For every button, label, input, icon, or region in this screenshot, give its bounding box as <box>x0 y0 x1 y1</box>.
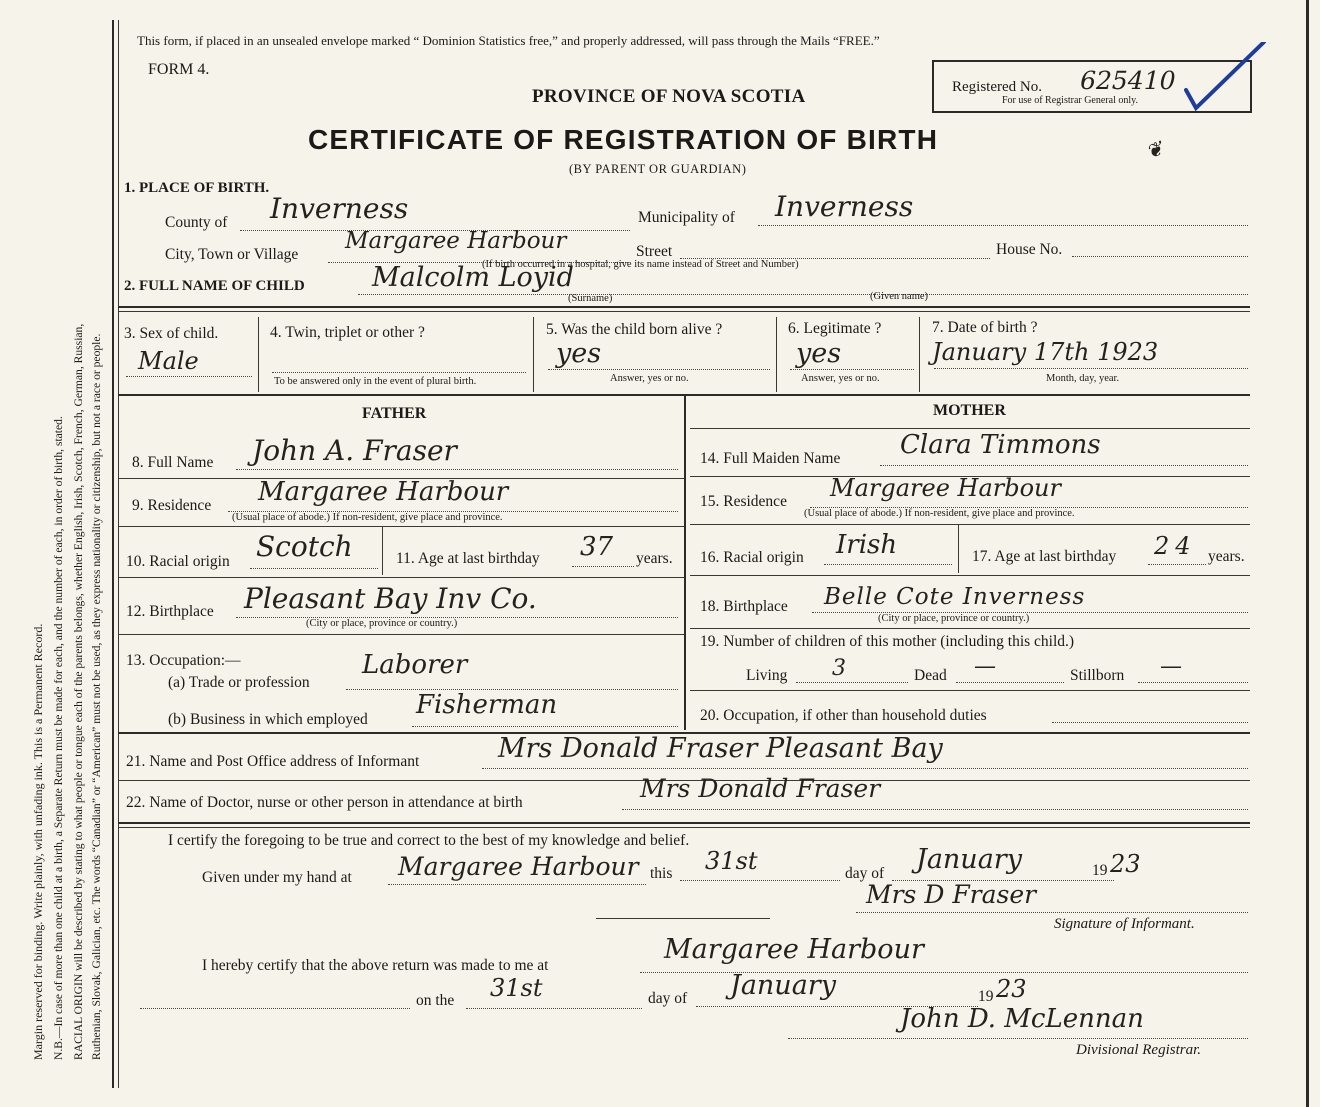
registrar-caption: Divisional Registrar. <box>1076 1042 1202 1058</box>
father-business-line <box>412 726 678 727</box>
municipality-label: Municipality of <box>638 209 735 226</box>
informant-signature-caption: Signature of Informant. <box>1054 916 1195 932</box>
informant-label: 21. Name and Post Office address of Informant <box>126 753 420 770</box>
mother-residence-value: Margaree Harbour <box>830 474 1061 502</box>
county-value: Inverness <box>270 192 409 225</box>
registrar-year-prefix: 19 <box>978 988 994 1005</box>
informant-line <box>482 768 1248 769</box>
father-business-label: (b) Business in which employed <box>168 711 368 728</box>
mother-race-label: 16. Racial origin <box>700 549 804 566</box>
alive-label: 5. Was the child born alive ? <box>546 321 723 338</box>
stillborn-value: — <box>1160 654 1182 679</box>
alive-line <box>548 369 770 370</box>
father-trade-label: (a) Trade or profession <box>168 674 310 691</box>
margin-note-racial: RACIAL ORIGIN will be described by stating to what people or tongue each of the parents belongs, whether English, Irish, Scotch, French, German, Russian, <box>72 323 85 1060</box>
form-number: FORM 4. <box>148 61 210 78</box>
living-line <box>796 682 908 683</box>
given-place-value: Margaree Harbour <box>398 852 639 881</box>
father-age-label: 11. Age at last birthday <box>396 550 540 567</box>
registrar-signature: John D. McLennan <box>900 1004 1144 1034</box>
mother-rule-3 <box>690 575 1250 576</box>
father-rule-2 <box>118 526 684 527</box>
surname-note: (Surname) <box>568 293 613 304</box>
mother-occupation-label: 20. Occupation, if other than household duties <box>700 707 987 724</box>
this-label: this <box>650 865 673 882</box>
col-divider-4 <box>919 317 920 392</box>
certify-year-value: 23 <box>1110 850 1141 878</box>
house-line <box>1072 256 1248 257</box>
father-race-value: Scotch <box>256 530 353 563</box>
mail-note: This form, if placed in an unsealed envelope marked “ Dominion Statistics free,” and properly addressed, will pass through the Mails “FREE.” <box>137 33 880 48</box>
father-race-label: 10. Racial origin <box>126 553 230 570</box>
father-age-years: years. <box>636 550 673 567</box>
street-label: Street <box>636 243 673 260</box>
registered-number-note: For use of Registrar General only. <box>1002 95 1138 106</box>
father-age-line <box>572 566 634 567</box>
col-divider-3 <box>776 317 777 392</box>
mother-name-value: Clara Timmons <box>900 430 1101 460</box>
sex-label: 3. Sex of child. <box>124 325 219 342</box>
alive-value: yes <box>556 338 602 369</box>
alive-note: Answer, yes or no. <box>610 373 689 384</box>
informant-value: Mrs Donald Fraser Pleasant Bay <box>498 733 943 764</box>
stillborn-line <box>1138 682 1248 683</box>
legitimate-value: yes <box>796 338 842 369</box>
father-occupation-label: 13. Occupation:— <box>126 652 241 669</box>
father-race-line <box>250 568 378 569</box>
father-age-value: 37 <box>580 532 614 562</box>
registered-number-box <box>932 60 1252 113</box>
child-name-label: 2. FULL NAME OF CHILD <box>124 278 305 294</box>
house-label: House No. <box>996 241 1063 258</box>
mother-occupation-line <box>1052 722 1248 723</box>
mother-birthplace-label: 18. Birthplace <box>700 598 788 615</box>
mother-race-line <box>824 564 952 565</box>
dead-line <box>956 682 1064 683</box>
twin-label: 4. Twin, triplet or other ? <box>270 324 425 341</box>
mother-age-value: 24 <box>1154 532 1197 560</box>
registrar-statement: I hereby certify that the above return was made to me at <box>202 957 549 974</box>
registrar-day-value: 31st <box>490 974 543 1002</box>
mother-age-line <box>1148 564 1206 565</box>
father-heading: FATHER <box>362 405 427 422</box>
rule-after-22 <box>118 822 1250 824</box>
registrar-place-value: Margaree Harbour <box>664 934 924 965</box>
legitimate-line <box>790 369 914 370</box>
mother-children-label: 19. Number of children of this mother (including this child.) <box>700 633 1075 650</box>
municipality-value: Inverness <box>775 190 914 223</box>
stillborn-label: Stillborn <box>1070 667 1125 684</box>
city-value: Margaree Harbour <box>345 228 567 254</box>
margin-rule <box>112 20 114 1088</box>
informant-signature-line <box>856 912 1248 913</box>
registrar-left-line <box>140 1008 410 1009</box>
sex-line <box>126 376 252 377</box>
col-divider-1 <box>258 317 259 392</box>
father-birthplace-note: (City or place, province or country.) <box>306 618 458 629</box>
father-residence-note: (Usual place of abode.) If non-resident, give place and province. <box>232 512 503 523</box>
mother-heading: MOTHER <box>933 402 1006 419</box>
given-under-label: Given under my hand at <box>202 869 352 886</box>
dead-value: — <box>974 654 996 679</box>
father-rule-3 <box>118 577 684 578</box>
mother-birthplace-note: (City or place, province or country.) <box>878 613 1030 624</box>
registrar-month-value: January <box>730 970 836 1001</box>
registrar-year-value: 23 <box>996 975 1027 1003</box>
certify-year-prefix: 19 <box>1092 862 1108 879</box>
margin-note-racial-2: Ruthenian, Slovak, Galician, etc. The words “Canadian” or “American” must not be used, as they express nationality or citizenship, but not a race or people. <box>90 333 103 1060</box>
father-name-label: 8. Full Name <box>132 454 214 471</box>
margin-note-nb: N.B.—In case of more than one child at a birth, a Separate Return must be made for each, and the number of each, in order of birth, stated. <box>52 416 65 1060</box>
mother-age-label: 17. Age at last birthday <box>972 548 1117 565</box>
father-residence-label: 9. Residence <box>132 497 212 514</box>
place-of-birth-heading: 1. PLACE OF BIRTH. <box>124 180 270 196</box>
given-name-note: (Given name) <box>870 291 929 302</box>
father-name-line <box>236 469 678 470</box>
father-name-value: John A. Fraser <box>252 434 457 467</box>
dead-label: Dead <box>914 667 947 684</box>
rule-after-22-2 <box>118 827 1250 828</box>
mother-residence-note: (Usual place of abode.) If non-resident, give place and province. <box>804 508 1075 519</box>
certify-month-value: January <box>916 844 1022 875</box>
certify-statement: I certify the foregoing to be true and correct to the best of my knowledge and belief. <box>168 832 690 849</box>
legitimate-note: Answer, yes or no. <box>801 373 880 384</box>
mother-race-divider <box>958 525 959 573</box>
dob-value: January 17th 1923 <box>932 338 1159 366</box>
city-label: City, Town or Village <box>165 246 299 263</box>
mother-age-years: years. <box>1208 548 1245 565</box>
municipality-line <box>758 225 1248 226</box>
mother-rule-0 <box>690 428 1250 429</box>
living-value: 3 <box>832 656 846 681</box>
certificate-subtitle: (BY PARENT OR GUARDIAN) <box>569 162 747 176</box>
father-birthplace-label: 12. Birthplace <box>126 603 214 620</box>
short-rule <box>596 918 770 919</box>
father-birthplace-value: Pleasant Bay Inv Co. <box>244 582 537 615</box>
province-heading: PROVINCE OF NOVA SCOTIA <box>532 86 806 107</box>
this-day-line <box>680 880 840 881</box>
on-the-label: on the <box>416 992 455 1009</box>
dob-line <box>934 368 1248 369</box>
living-label: Living <box>746 667 788 684</box>
informant-signature: Mrs D Fraser <box>866 880 1037 909</box>
given-place-line <box>388 884 646 885</box>
mother-birthplace-value: Belle Cote Inverness <box>824 584 1086 610</box>
col-divider-2 <box>533 317 534 392</box>
margin-note-binding: Margin reserved for binding. Write plainly, with unfading ink. This is a Permanent Record. <box>31 623 45 1060</box>
registered-number-value: 625410 <box>1076 66 1179 95</box>
father-mother-divider <box>684 395 686 730</box>
child-name-value: Malcolm Loyid <box>372 262 574 293</box>
margin-rule-2 <box>118 20 119 1088</box>
doctor-line <box>622 809 1248 810</box>
mother-residence-label: 15. Residence <box>700 493 787 510</box>
doctor-label: 22. Name of Doctor, nurse or other person in attendance at birth <box>126 794 523 811</box>
dob-note: Month, day, year. <box>1046 373 1120 384</box>
father-trade-value: Laborer <box>362 650 468 680</box>
hospital-note: (If birth occurred in a hospital, give its name instead of Street and Number) <box>482 259 799 270</box>
legitimate-label: 6. Legitimate ? <box>788 320 882 337</box>
father-race-divider <box>382 527 383 575</box>
right-edge-rule <box>1306 0 1309 1107</box>
doctor-value: Mrs Donald Fraser <box>640 774 881 803</box>
dob-label: 7. Date of birth ? <box>932 319 1038 336</box>
mother-name-line <box>880 465 1248 466</box>
mother-rule-2 <box>690 524 1250 525</box>
registrar-signature-line <box>788 1038 1248 1039</box>
certify-day-value: 31st <box>705 847 758 875</box>
on-the-line <box>466 1008 642 1009</box>
mother-rule-5 <box>690 690 1250 691</box>
twin-line <box>272 372 526 373</box>
mother-race-value: Irish <box>836 530 898 560</box>
twin-note: To be answered only in the event of plural birth. <box>274 376 477 387</box>
rule-after-name <box>118 306 1250 308</box>
certificate-title: CERTIFICATE OF REGISTRATION OF BIRTH <box>308 124 939 155</box>
mother-rule-4 <box>690 628 1250 629</box>
checkmark-icon <box>1180 42 1270 112</box>
registered-number-label: Registered No. <box>952 79 1042 95</box>
child-name-line <box>358 294 1248 295</box>
corner-scribble: ❦ <box>1142 135 1167 165</box>
father-residence-value: Margaree Harbour <box>258 477 509 507</box>
rule-after-name-2 <box>118 311 1250 312</box>
registrar-day-of-label: day of <box>648 990 688 1007</box>
sex-value: Male <box>138 347 199 375</box>
father-rule-4 <box>118 634 684 635</box>
mother-name-label: 14. Full Maiden Name <box>700 450 841 467</box>
day-of-label: day of <box>845 865 885 882</box>
county-label: County of <box>165 214 228 231</box>
father-business-value: Fisherman <box>416 690 558 720</box>
